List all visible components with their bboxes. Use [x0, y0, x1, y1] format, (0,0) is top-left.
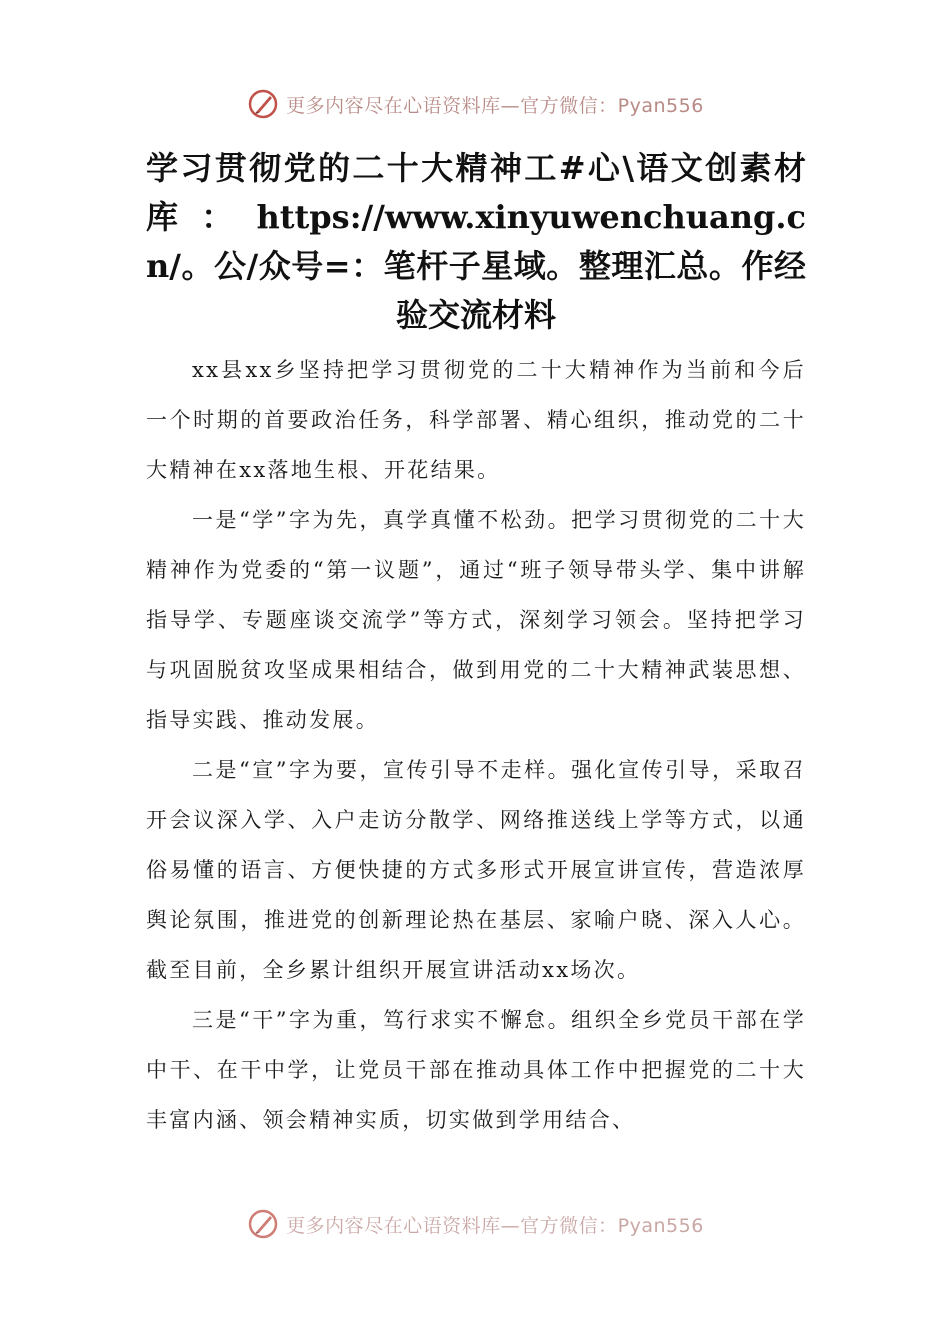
- watermark-text: 更多内容尽在心语资料库—官方微信：Pyan556: [286, 1214, 704, 1237]
- watermark-text: 更多内容尽在心语资料库—官方微信：Pyan556: [286, 94, 704, 117]
- brand-logo-icon: [246, 1207, 280, 1241]
- paragraph-publicity: 二是“宣”字为要，宣传引导不走样。强化宣传引导，采取召开会议深入学、入户走访分散学、网络推送线上学等方式，以通俗易懂的语言、方便快捷的方式多形式开展宣讲宣传，营造浓厚舆论氛围，推进党的创新理论热在基层、家喻户晓、深入人心。截至目前，全乡累计组织开展宣讲活动xx场次。: [146, 758, 806, 982]
- document-title: 学习贯彻党的二十大精神工#心\语文创素材库：https://www.xinyuwenchuang.cn/。公/众号=：笔杆子星域。整理汇总。作经验交流材料: [146, 149, 806, 334]
- watermark-footer: [0, 1206, 950, 1242]
- paragraph-study: 一是“学”字为先，真学真懂不松劲。把学习贯彻党的二十大精神作为党委的“第一议题”，通过“班子领导带头学、集中讲解指导学、专题座谈交流学”等方式，深刻学习领会。坚持把学习与巩固脱贫攻坚成果相结合，做到用党的二十大精神武装思想、指导实践、推动发展。: [146, 508, 806, 732]
- paragraph-action: 三是“干”字为重，笃行求实不懈怠。组织全乡党员干部在学中干、在干中学，让党员干部在推动具体工作中把握党的二十大丰富内涵、领会精神实质，切实做到学用结合、: [146, 1008, 806, 1132]
- paragraph-intro: xx县xx乡坚持把学习贯彻党的二十大精神作为当前和今后一个时期的首要政治任务，科学部署、精心组织，推动党的二十大精神在xx落地生根、开花结果。: [146, 358, 806, 482]
- document-body: [146, 345, 806, 1145]
- brand-logo-icon: [246, 87, 280, 121]
- watermark-header: [0, 86, 950, 122]
